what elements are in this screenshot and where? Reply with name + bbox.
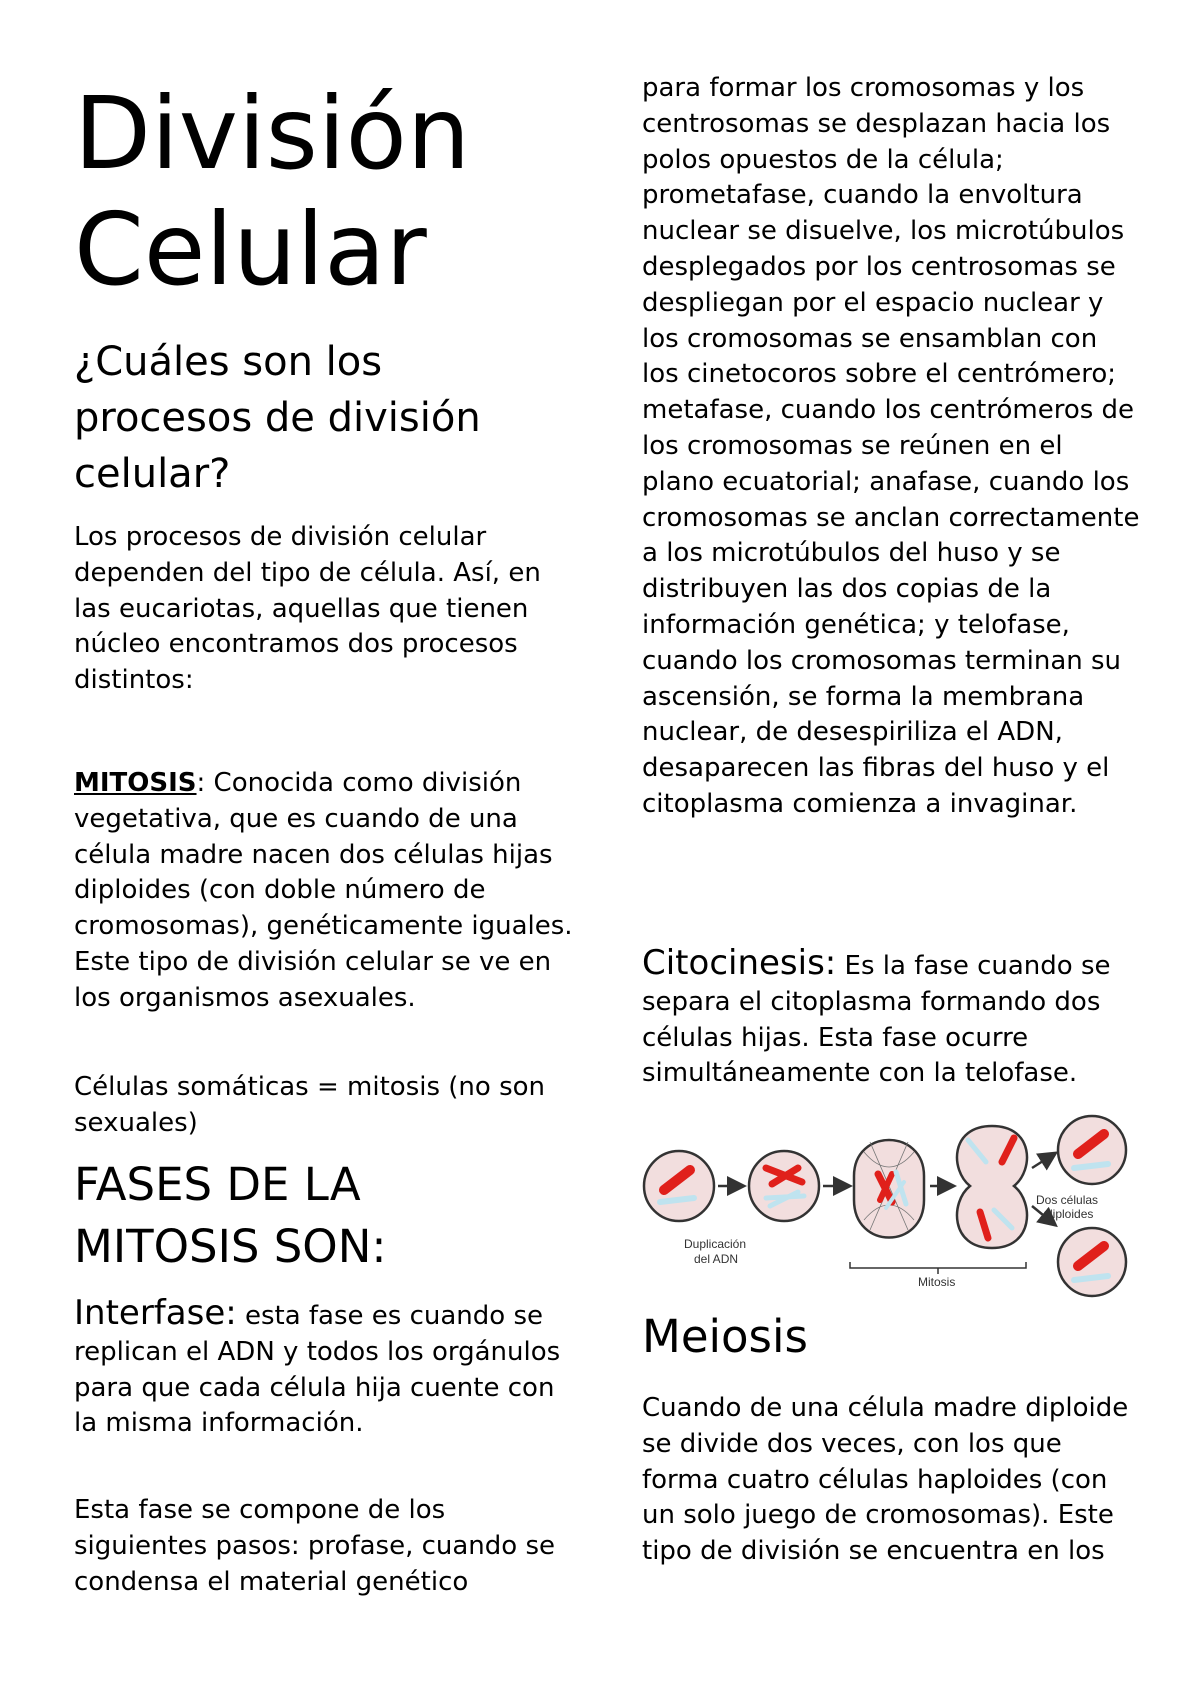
page-title: División Celular: [74, 75, 471, 308]
cytokinesis-text: Es la fase cuando se separa el citoplasma formando dos células hijas. Esta fase ocurre simultáneamente con la telofase.: [642, 951, 1111, 1089]
parent-cell: [644, 1151, 714, 1221]
daughter-cell-top: [1058, 1116, 1126, 1184]
mitosis-diagram: [642, 1112, 1142, 1302]
label-daughters-line2: diploides: [1046, 1207, 1094, 1221]
interphase-term: Interfase:: [74, 1293, 237, 1333]
mitosis-text: : Conocida como división vegetativa, que es cuando de una célula madre nacen dos células hijas diploides (con doble número de cromosomas), genéticamente iguales. Este tipo de división celular se ve en los organismos asexuales.: [74, 768, 573, 1013]
intro-paragraph: Los procesos de división celular dependen del tipo de célula. Así, en las eucariotas, aquellas que tienen núcleo encontramos dos procesos distintos:: [74, 522, 541, 696]
phases-continuation: para formar los cromosomas y los centrosomas se desplazan hacia los polos opuestos de la célula; prometafase, cuando la envoltura nuclear se disuelve, los microtúbulos desplegados por los centrosomas se despliegan por el espacio nuclear y los cromosomas se ensamblan con los cinetocoros sobre el centrómero; metafase, cuando los centrómeros de los cromosomas se reúnen en el plano ecuatorial; anafase, cuando los cromosomas se anclan correctamente a los microtúbulos del huso y se distribuyen las dos copias de la información genética; y telofase, cuando los cromosomas terminan su ascensión, se forma la membrana nuclear, de desespiriliza el ADN, desaparecen las fibras del huso y el citoplasma comienza a invaginar.: [642, 73, 1140, 819]
label-duplication-line2: del ADN: [694, 1252, 739, 1266]
cytokinesis-term: Citocinesis:: [642, 943, 837, 983]
interphase-text: esta fase es cuando se replican el ADN y todos los orgánulos para que cada célula hija cuente con la misma información.: [74, 1301, 561, 1439]
dividing-cell-metaphase: [854, 1140, 924, 1238]
arrow-4a: [1032, 1154, 1054, 1168]
daughter-cell-bottom: [1058, 1228, 1126, 1296]
section-question: ¿Cuáles son los procesos de división celular?: [74, 339, 481, 497]
meiosis-paragraph: Cuando de una célula madre diploide se divide dos veces, con los que forma cuatro células haploides (con un solo juego de cromosomas). Este tipo de división se encuentra en los: [642, 1393, 1129, 1567]
mitosis-term: MITOSIS: [74, 768, 197, 798]
dividing-cell-telophase: [957, 1126, 1027, 1248]
meiosis-heading: Meiosis: [642, 1310, 808, 1363]
phases-heading: FASES DE LA MITOSIS SON:: [74, 1158, 387, 1273]
duplicated-cell: [749, 1151, 819, 1221]
interphase-paragraph: [74, 1293, 574, 1442]
cytokinesis-paragraph: [642, 943, 1142, 1092]
mitosis-paragraph: [74, 766, 574, 1017]
mitosis-bracket: [850, 1262, 1026, 1268]
steps-paragraph: Esta fase se compone de los siguientes pasos: profase, cuando se condensa el material genético: [74, 1495, 555, 1597]
label-duplication-line1: Duplicación: [684, 1237, 747, 1251]
label-daughters-line1: Dos células: [1036, 1193, 1099, 1207]
label-mitosis: Mitosis: [918, 1275, 956, 1289]
somatic-note: Células somáticas = mitosis (no son sexuales): [74, 1072, 545, 1138]
